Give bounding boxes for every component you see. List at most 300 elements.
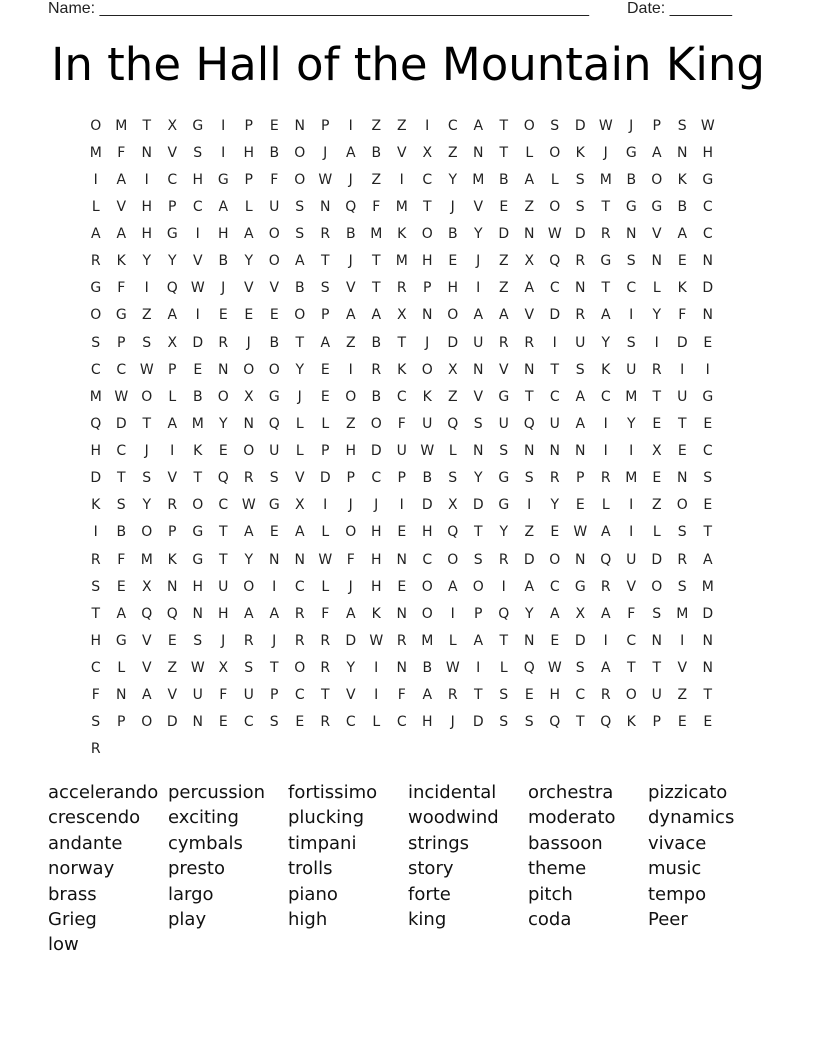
grid-letter: L	[321, 524, 330, 541]
grid-letter: O	[141, 388, 153, 405]
grid-letter: F	[117, 280, 126, 297]
grid-letter: N	[677, 470, 688, 487]
word-list-item: Grieg	[48, 908, 97, 930]
grid-letter: I	[348, 117, 353, 134]
grid-letter: N	[702, 307, 713, 324]
grid-letter: E	[218, 714, 228, 731]
grid-letter: T	[295, 334, 305, 351]
grid-letter: E	[550, 524, 560, 541]
grid-letter: S	[142, 470, 152, 487]
grid-letter: D	[166, 714, 178, 731]
grid-letter: Z	[396, 117, 407, 134]
grid-letter: I	[552, 334, 557, 351]
grid-letter: L	[295, 415, 304, 432]
grid-letter: Q	[447, 415, 459, 432]
grid-letter: S	[677, 578, 687, 595]
grid-letter: S	[448, 470, 458, 487]
grid-letter: C	[192, 198, 203, 215]
grid-letter: Q	[498, 605, 510, 622]
word-list-item: Peer	[648, 908, 688, 930]
grid-letter: T	[91, 605, 101, 622]
word-list	[48, 780, 768, 958]
grid-letter: G	[651, 198, 663, 215]
grid-letter: N	[243, 415, 254, 432]
grid-letter: H	[345, 443, 357, 460]
word-list-item: pizzicato	[648, 782, 728, 803]
grid-letter: N	[702, 253, 713, 270]
grid-letter: N	[396, 660, 407, 677]
grid-letter: R	[677, 551, 688, 568]
grid-letter: W	[241, 497, 256, 514]
grid-letter: T	[269, 660, 279, 677]
grid-letter: T	[142, 415, 152, 432]
grid-letter: E	[703, 415, 713, 432]
word-list-item: andante	[48, 832, 123, 854]
grid-letter: G	[498, 497, 510, 514]
grid-letter: Z	[167, 660, 178, 677]
grid-letter: C	[116, 361, 127, 378]
grid-letter: V	[141, 660, 152, 677]
grid-letter: O	[549, 198, 561, 215]
grid-letter: U	[498, 415, 509, 432]
grid-letter: E	[269, 307, 279, 324]
grid-letter: T	[499, 117, 509, 134]
word-list-item: orchestra	[528, 782, 614, 803]
grid-letter: F	[321, 605, 330, 622]
grid-letter: I	[399, 497, 404, 514]
grid-letter: Q	[549, 714, 561, 731]
grid-letter: A	[167, 415, 178, 432]
grid-letter: A	[524, 280, 535, 297]
grid-letter: T	[218, 524, 228, 541]
grid-letter: G	[574, 578, 586, 595]
grid-letter: O	[447, 551, 459, 568]
grid-letter: Y	[499, 524, 509, 541]
grid-letter: R	[90, 741, 101, 758]
word-list-item: trolls	[288, 858, 333, 880]
grid-letter: U	[243, 687, 254, 704]
grid-letter: U	[192, 687, 203, 704]
grid-letter: A	[600, 605, 611, 622]
grid-letter: K	[677, 280, 687, 297]
grid-letter: T	[499, 632, 509, 649]
grid-letter: T	[218, 551, 228, 568]
grid-letter: C	[702, 198, 713, 215]
grid-letter: I	[399, 171, 404, 188]
grid-letter: A	[600, 307, 611, 324]
grid-letter: T	[499, 144, 509, 161]
grid-letter: Y	[473, 226, 483, 243]
grid-letter: A	[294, 524, 305, 541]
grid-letter: C	[549, 388, 560, 405]
grid-letter: R	[90, 551, 101, 568]
grid-letter: K	[371, 605, 381, 622]
word-list-item: dynamics	[648, 807, 735, 829]
grid-letter: J	[450, 198, 455, 215]
grid-letter: L	[372, 714, 381, 731]
grid-letter: V	[294, 470, 305, 487]
grid-letter: Q	[217, 470, 229, 487]
grid-letter: Q	[90, 415, 102, 432]
grid-letter: H	[447, 280, 459, 297]
grid-letter: O	[421, 361, 433, 378]
grid-letter: K	[677, 171, 687, 188]
grid-letter: O	[268, 361, 280, 378]
grid-letter: W	[700, 117, 715, 134]
grid-letter: N	[651, 253, 662, 270]
grid-letter: D	[549, 307, 561, 324]
grid-letter: V	[473, 198, 484, 215]
grid-letter: H	[141, 226, 153, 243]
grid-letter: C	[294, 687, 305, 704]
grid-letter: L	[168, 388, 177, 405]
grid-letter: P	[168, 524, 177, 541]
grid-letter: M	[599, 171, 612, 188]
grid-letter: A	[498, 307, 509, 324]
grid-letter: A	[243, 605, 254, 622]
grid-letter: I	[629, 497, 634, 514]
grid-letter: T	[575, 714, 585, 731]
grid-letter: Q	[600, 714, 612, 731]
grid-letter: D	[90, 470, 102, 487]
grid-letter: L	[448, 632, 457, 649]
grid-letter: O	[651, 171, 663, 188]
grid-letter: I	[221, 117, 226, 134]
grid-letter: A	[371, 307, 382, 324]
grid-letter: S	[193, 632, 203, 649]
grid-letter: C	[90, 660, 101, 677]
grid-letter: R	[320, 632, 331, 649]
grid-letter: D	[345, 632, 357, 649]
grid-letter: U	[422, 415, 433, 432]
grid-letter: Q	[166, 280, 178, 297]
grid-letter: J	[348, 171, 353, 188]
grid-letter: T	[703, 524, 713, 541]
grid-letter: O	[523, 117, 535, 134]
grid-letter: V	[498, 361, 509, 378]
grid-letter: F	[397, 687, 406, 704]
grid-letter: S	[295, 226, 305, 243]
grid-letter: V	[167, 144, 178, 161]
word-list-item: king	[408, 908, 447, 930]
grid-letter: A	[320, 334, 331, 351]
grid-letter: E	[397, 578, 407, 595]
grid-letter: S	[575, 361, 585, 378]
grid-letter: G	[192, 551, 204, 568]
grid-letter: N	[294, 551, 305, 568]
grid-letter: X	[396, 307, 407, 324]
grid-letter: Y	[601, 334, 611, 351]
grid-letter: N	[396, 551, 407, 568]
word-list-item: high	[288, 908, 328, 930]
grid-letter: Q	[600, 551, 612, 568]
grid-letter: V	[116, 198, 127, 215]
grid-letter: S	[677, 524, 687, 541]
grid-letter: I	[629, 524, 634, 541]
grid-letter: R	[600, 470, 611, 487]
grid-letter: P	[321, 443, 330, 460]
grid-letter: G	[268, 388, 280, 405]
grid-letter: S	[524, 470, 534, 487]
grid-letter: W	[190, 280, 205, 297]
grid-letter: D	[498, 226, 510, 243]
grid-letter: P	[168, 361, 177, 378]
grid-letter: R	[524, 334, 535, 351]
word-list-item: moderato	[528, 807, 616, 829]
grid-letter: A	[575, 388, 586, 405]
grid-letter: S	[320, 280, 330, 297]
grid-letter: Y	[626, 415, 636, 432]
word-list-item: timpani	[288, 832, 357, 854]
grid-letter: I	[680, 632, 685, 649]
grid-letter: I	[501, 578, 506, 595]
grid-letter: V	[141, 632, 152, 649]
grid-letter: C	[575, 687, 586, 704]
grid-letter: M	[676, 605, 689, 622]
grid-letter: L	[601, 497, 610, 514]
word-list-item: crescendo	[48, 807, 141, 829]
grid-letter: L	[652, 280, 661, 297]
grid-letter: W	[573, 524, 588, 541]
grid-letter: S	[91, 578, 101, 595]
grid-letter: N	[626, 226, 637, 243]
grid-letter: A	[116, 171, 127, 188]
grid-letter: P	[652, 117, 661, 134]
grid-letter: V	[651, 226, 662, 243]
grid-letter: C	[167, 171, 178, 188]
grid-letter: X	[524, 253, 535, 270]
grid-letter: Y	[142, 497, 152, 514]
grid-letter: J	[144, 443, 149, 460]
grid-letter: O	[549, 551, 561, 568]
grid-letter: K	[626, 714, 636, 731]
grid-letter: R	[294, 605, 305, 622]
grid-letter: S	[244, 660, 254, 677]
grid-letter: C	[549, 280, 560, 297]
grid-letter: B	[422, 470, 433, 487]
grid-letter: S	[524, 714, 534, 731]
grid-letter: I	[348, 361, 353, 378]
grid-letter: E	[524, 687, 534, 704]
grid-letter: W	[114, 388, 129, 405]
grid-letter: F	[117, 551, 126, 568]
grid-letter: A	[600, 660, 611, 677]
grid-letter: A	[167, 307, 178, 324]
grid-letter: H	[243, 144, 255, 161]
grid-letter: T	[422, 198, 432, 215]
grid-letter: R	[651, 361, 662, 378]
grid-letter: C	[422, 551, 433, 568]
grid-letter: J	[374, 497, 379, 514]
grid-letter: J	[348, 578, 353, 595]
grid-letter: B	[116, 524, 127, 541]
grid-letter: G	[625, 198, 637, 215]
grid-letter: L	[448, 443, 457, 460]
grid-letter: R	[320, 714, 331, 731]
grid-letter: P	[244, 171, 253, 188]
grid-letter: C	[626, 632, 637, 649]
grid-letter: G	[268, 497, 280, 514]
grid-letter: P	[270, 687, 279, 704]
grid-letter: X	[422, 144, 433, 161]
grid-letter: C	[294, 578, 305, 595]
word-list-item: music	[648, 858, 702, 880]
grid-letter: C	[702, 226, 713, 243]
grid-letter: T	[371, 253, 381, 270]
grid-letter: Z	[524, 198, 535, 215]
grid-letter: R	[498, 334, 509, 351]
grid-letter: A	[243, 226, 254, 243]
grid-letter: O	[421, 226, 433, 243]
grid-letter: K	[397, 361, 407, 378]
grid-letter: I	[705, 361, 710, 378]
grid-letter: B	[269, 334, 280, 351]
grid-letter: J	[425, 334, 430, 351]
grid-letter: J	[221, 632, 226, 649]
grid-letter: D	[523, 551, 535, 568]
grid-letter: G	[625, 144, 637, 161]
grid-letter: R	[167, 497, 178, 514]
grid-letter: X	[575, 605, 586, 622]
grid-letter: S	[193, 144, 203, 161]
grid-letter: Z	[498, 253, 509, 270]
grid-letter: A	[218, 198, 229, 215]
grid-letter: T	[652, 660, 662, 677]
grid-letter: V	[243, 280, 254, 297]
grid-letter: G	[115, 632, 127, 649]
grid-letter: B	[218, 253, 229, 270]
grid-letter: A	[473, 117, 484, 134]
grid-letter: I	[654, 334, 659, 351]
grid-letter: E	[218, 307, 228, 324]
word-list-item: strings	[408, 832, 470, 854]
grid-letter: H	[421, 714, 433, 731]
word-list-item: coda	[528, 908, 572, 930]
grid-letter: F	[678, 307, 687, 324]
grid-letter: Z	[371, 117, 382, 134]
grid-letter: S	[269, 714, 279, 731]
grid-letter: C	[422, 171, 433, 188]
grid-letter: S	[91, 714, 101, 731]
grid-letter: I	[603, 443, 608, 460]
grid-letter: M	[89, 144, 102, 161]
word-list-item: vivace	[648, 832, 707, 854]
grid-letter: S	[575, 171, 585, 188]
grid-letter: R	[243, 470, 254, 487]
grid-letter: E	[116, 578, 126, 595]
grid-letter: R	[294, 632, 305, 649]
grid-letter: N	[320, 198, 331, 215]
grid-letter: X	[141, 578, 152, 595]
grid-letter: A	[447, 578, 458, 595]
grid-letter: C	[116, 443, 127, 460]
grid-letter: J	[476, 253, 481, 270]
grid-letter: T	[550, 361, 560, 378]
grid-letter: J	[348, 497, 353, 514]
grid-letter: R	[498, 551, 509, 568]
grid-letter: L	[321, 415, 330, 432]
grid-letter: H	[192, 171, 204, 188]
grid-letter: F	[346, 551, 355, 568]
grid-letter: D	[115, 415, 127, 432]
grid-letter: T	[473, 524, 483, 541]
grid-letter: N	[575, 551, 586, 568]
grid-letter: X	[167, 117, 178, 134]
grid-letter: D	[676, 334, 688, 351]
grid-letter: O	[345, 388, 357, 405]
grid-letter: H	[702, 144, 714, 161]
grid-letter: C	[371, 470, 382, 487]
grid-letter: I	[629, 443, 634, 460]
grid-letter: X	[294, 497, 305, 514]
grid-letter: D	[319, 470, 331, 487]
grid-letter: Y	[142, 253, 152, 270]
grid-letter: D	[472, 714, 484, 731]
grid-letter: E	[550, 632, 560, 649]
grid-letter: S	[703, 470, 713, 487]
grid-letter: Q	[268, 415, 280, 432]
grid-letter: Z	[141, 307, 152, 324]
grid-letter: T	[601, 198, 611, 215]
grid-letter: B	[371, 334, 382, 351]
grid-letter: N	[575, 280, 586, 297]
grid-letter: R	[396, 632, 407, 649]
grid-letter: V	[677, 660, 688, 677]
grid-letter: N	[702, 632, 713, 649]
grid-letter: O	[243, 578, 255, 595]
grid-letter: S	[550, 117, 560, 134]
grid-letter: O	[294, 171, 306, 188]
grid-letter: U	[575, 334, 586, 351]
grid-letter: U	[218, 578, 229, 595]
grid-letter: O	[294, 144, 306, 161]
grid-letter: A	[294, 253, 305, 270]
grid-letter: A	[651, 144, 662, 161]
grid-letter: B	[626, 171, 637, 188]
word-list-item: play	[168, 908, 207, 930]
grid-letter: D	[651, 551, 663, 568]
grid-letter: T	[193, 470, 203, 487]
grid-letter: S	[575, 660, 585, 677]
grid-letter: S	[499, 443, 509, 460]
word-list-item: incidental	[408, 782, 497, 803]
grid-letter: C	[549, 578, 560, 595]
grid-letter: T	[677, 415, 687, 432]
grid-letter: W	[318, 551, 333, 568]
grid-letter: S	[652, 605, 662, 622]
grid-letter: V	[269, 280, 280, 297]
grid-letter: O	[370, 415, 382, 432]
grid-letter: F	[117, 144, 126, 161]
grid-letter: S	[295, 198, 305, 215]
grid-letter: E	[167, 632, 177, 649]
grid-letter: R	[600, 578, 611, 595]
grid-letter: D	[574, 226, 586, 243]
grid-letter: B	[498, 171, 509, 188]
grid-letter: M	[395, 198, 408, 215]
grid-letter: O	[243, 361, 255, 378]
word-list-item: presto	[168, 858, 225, 880]
grid-letter: K	[193, 443, 203, 460]
grid-letter: V	[396, 144, 407, 161]
grid-letter: Q	[523, 660, 535, 677]
grid-letter: W	[139, 361, 154, 378]
grid-letter: R	[218, 334, 229, 351]
grid-letter: Y	[550, 497, 560, 514]
grid-letter: E	[397, 524, 407, 541]
grid-letter: D	[447, 334, 459, 351]
header-fields	[48, 0, 748, 20]
